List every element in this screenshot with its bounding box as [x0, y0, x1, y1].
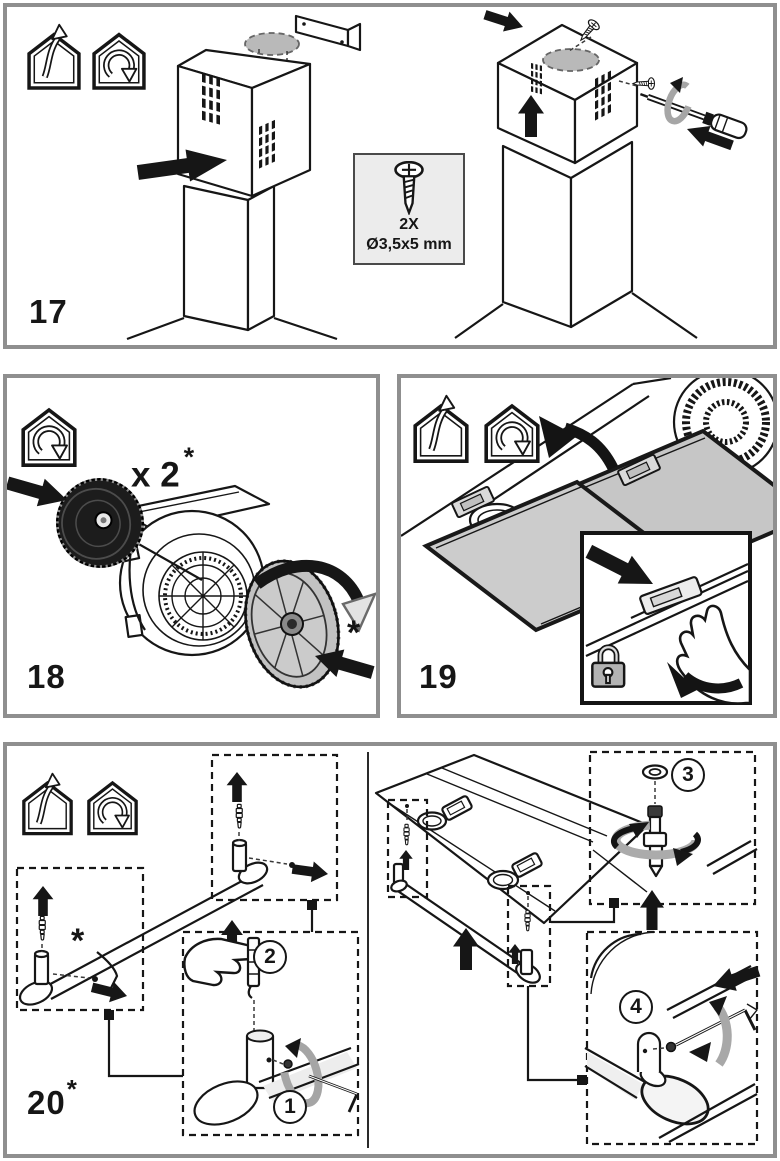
slide-arrow — [709, 960, 762, 998]
rail-support — [233, 843, 246, 871]
expansion-pin — [404, 824, 409, 844]
duct-outlet — [245, 33, 299, 55]
remove-arrow — [539, 416, 613, 468]
vented-house-icon — [24, 774, 71, 834]
screw-icon — [393, 161, 425, 215]
step-number: 19 — [419, 658, 458, 695]
screw-arrow — [291, 859, 330, 885]
rotation-arrowhead — [285, 1038, 301, 1058]
recirculation-house-icon — [94, 35, 144, 88]
detail-inset-4 — [585, 932, 762, 1144]
leader-lines — [104, 900, 317, 1076]
release-inset — [582, 533, 750, 704]
recirculation-house-icon — [486, 406, 538, 461]
right-chimney — [455, 7, 748, 338]
spotlight-ring — [418, 813, 446, 830]
lift-rail-arrow — [453, 928, 479, 970]
wall-bracket — [296, 16, 360, 50]
panel-step-17 — [3, 3, 777, 349]
asterisk: * — [347, 614, 361, 652]
blower-grille — [159, 552, 247, 640]
panel-step-18 — [3, 374, 380, 718]
pin-cap — [648, 806, 662, 817]
step-number: 18 — [27, 658, 66, 695]
asterisk: * — [183, 442, 195, 472]
grub-screw — [284, 1060, 292, 1068]
step-number — [27, 1074, 78, 1121]
callout-1: 1 — [273, 1090, 307, 1124]
step-number-text: 20 — [27, 1084, 66, 1121]
callout-2: 2 — [253, 940, 287, 974]
washer — [643, 766, 667, 779]
leader-lines — [528, 898, 619, 1085]
screw-spec-callout — [353, 153, 465, 265]
expansion-pin — [39, 916, 45, 940]
panel-step-20 — [3, 742, 777, 1158]
grub-screw — [92, 976, 98, 982]
recirculation-house-icon — [89, 783, 136, 834]
pin-tip — [650, 866, 662, 876]
grub-screw — [667, 1043, 676, 1052]
left-chimney — [127, 16, 360, 339]
asterisk: * — [71, 922, 85, 960]
handle-rail-installation-illustration — [7, 746, 773, 1154]
screw-push-arrow — [482, 7, 526, 37]
callout-3: 3 — [671, 758, 705, 792]
vented-house-icon — [415, 396, 467, 461]
panel-step-19 — [397, 374, 777, 718]
step-number: 17 — [29, 293, 68, 330]
carbon-filter-quantity-label — [131, 442, 195, 495]
insert-pin-arrow — [640, 890, 664, 930]
quantity-text: x 2 — [131, 455, 180, 495]
screw-quantity-label: 2X — [399, 216, 419, 233]
asterisk: * — [66, 1074, 78, 1104]
insert-arrow — [33, 886, 54, 916]
rail-support — [35, 954, 48, 984]
expansion-pin — [236, 804, 242, 828]
rail-support — [638, 1033, 660, 1072]
duct-outlet — [543, 49, 599, 71]
insert-arrow — [227, 772, 248, 802]
callout-box-right-support — [212, 755, 337, 900]
expansion-pin — [525, 910, 530, 930]
vented-house-icon — [29, 25, 79, 88]
recirculation-house-icon — [23, 410, 75, 465]
hand — [184, 939, 257, 985]
screw-size-label: Ø3,5x5 mm — [366, 236, 452, 253]
hex-key — [676, 1010, 755, 1045]
callout-4: 4 — [619, 990, 653, 1024]
